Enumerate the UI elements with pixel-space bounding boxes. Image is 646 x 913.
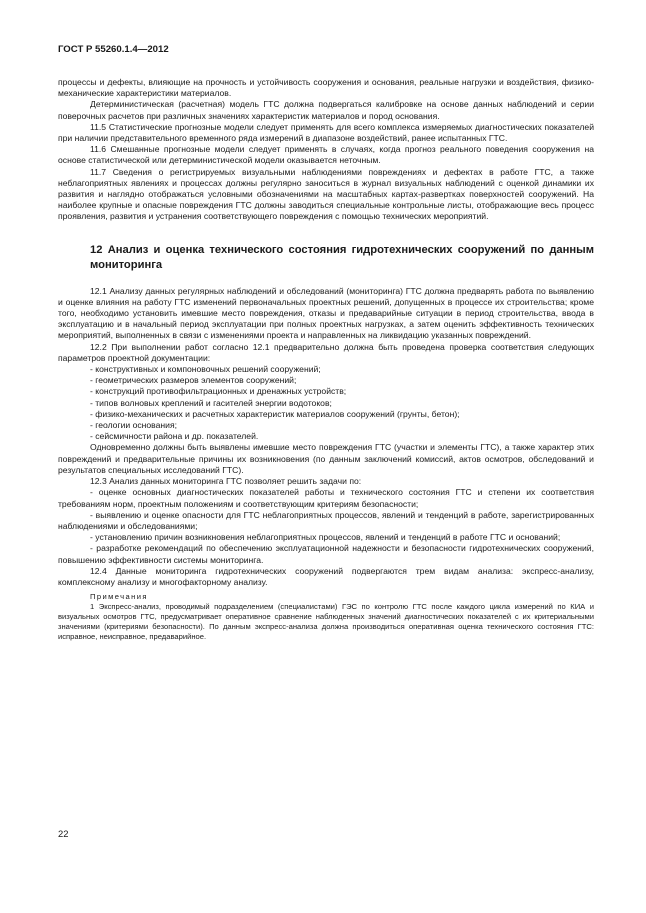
note-1: 1 Экспресс-анализ, проводимый подразделением (специалистами) ГЭС по контролю ГТС после каждого цикла измерений по КИА и визуальных осмотров ГТС, предусматривает оперативное сравнение наблюденных значений диагностических показателей с их критериальными значениями (критериями безопасности). По данным экспресс-анализа должна производиться оперативная оценка технического состояния ГТС: исправное, неисправное, предаварийное.: [58, 602, 594, 641]
list-item: - выявлению и оценке опасности для ГТС неблагоприятных процессов, явлений и тенденций в работе, зарегистрированных наблюдениями и обследованиями;: [58, 509, 594, 531]
list-item: - геологии основания;: [90, 420, 178, 431]
list-item: - конструктивных и компоновочных решений сооружений;: [90, 364, 321, 375]
paragraph-12-1: 12.1 Анализу данных регулярных наблюдений и обследований (мониторинга) ГТС должна предварять работа по выявлению и оценке влияния на работу ГТС изменений первоначальных проектных решений, допущенных в процессе их строительства; кроме того, необходимо установить имевшие место повреждения, отказы и предаварийные ситуации в период строительства, ввода в эксплуатацию и в начальный период эксплуатации при полных проектных нагрузках, а затем оценить эффективность технических мероприятий, выполненных в связи с изменениями проекта и направленных на ликвидацию указанных повреждений.: [58, 285, 594, 341]
section-title: 12 Анализ и оценка технического состояния гидротехнических сооружений по данным мониторинга: [90, 243, 594, 271]
list-item: - оценке основных диагностических показателей работы и технического состояния ГТС и степени их соответствия требованиям норм, проектным положениям и соответствующим критериям безопасности;: [58, 487, 594, 509]
paragraph-damage: Одновременно должны быть выявлены имевшие место повреждения ГТС (участки и элементы ГТС), а также характер этих повреждений и предварительные причины их возникновения (по данным заключений комиссий, актов осмотров, обследований и результатов специальных исследований ГТС).: [58, 442, 594, 475]
paragraph-12-3: 12.3 Анализ данных мониторинга ГТС позволяет решить задачи по:: [90, 476, 362, 487]
paragraph-11-6: 11.6 Смешанные прогнозные модели следует применять в случаях, когда прогноз реального поведения сооружения на основе статистической или детерминистической модели оказывается неточным.: [58, 144, 594, 166]
paragraph-11-5: 11.5 Статистические прогнозные модели следует применять для всего комплекса измеряемых диагностических показателей при наличии представительного временного ряда измерений в диапазоне воздействий, ранее испытанных ГТС.: [58, 121, 594, 144]
list-item: - типов волновых креплений и гасителей энергии водотоков;: [90, 397, 332, 408]
paragraph-12-4: 12.4 Данные мониторинга гидротехнических сооружений подвергаются трем видам анализа: экспресс-анализу, комплексному анализу и многофакторному анализу.: [58, 565, 594, 587]
notes-block: [58, 592, 594, 642]
list-item: - установлению причин возникновения неблагоприятных процессов, явлений и тенденций в работе ГТС и оснований;: [90, 532, 561, 543]
list-12-3: [58, 487, 594, 565]
page-number: 22: [58, 828, 69, 839]
list-item: - конструкций противофильтрационных и дренажных устройств;: [90, 386, 347, 397]
paragraph-12-2: 12.2 При выполнении работ согласно 12.1 предварительно должна быть проведена проверка соответствия следующих параметров проектной документации:: [58, 341, 594, 363]
list-item: - сейсмичности района и др. показателей.: [90, 431, 259, 442]
paragraph-11-7: 11.7 Сведения о регистрируемых визуальными наблюдениями повреждениях и дефектах в работе ГТС, а также неблагоприятных явлениях и процессах должны регулярно заноситься в журнал визуальных наблюдений с оценкой динамики их развития и наглядно отображаться условными обозначениями на масштабных картах-развертках поверхностей сооружений. На наиболее крупные и опасные повреждения ГТС должны заводиться специальные контрольные листы, отображающие весь процесс проявления, развития и устранения соответствующего повреждения с помощью технических мероприятий.: [58, 166, 594, 222]
paragraph-deterministic-model: Детерминистическая (расчетная) модель ГТС должна подвергаться калибровке на основе данных наблюдений и серии поверочных расчетов при различных значениях характеристик материалов и пород основания.: [58, 99, 594, 121]
document-header: ГОСТ Р 55260.1.4—2012: [58, 44, 169, 55]
list-item: - физико-механических и расчетных характеристик материалов сооружений (грунты, бетон);: [90, 408, 460, 419]
notes-heading: Примечания: [90, 592, 148, 602]
list-12-2: [58, 364, 594, 442]
list-item: - геометрических размеров элементов сооружений;: [90, 375, 297, 386]
list-item: - разработке рекомендаций по обеспечению эксплуатационной надежности и безопасности гидротехнических сооружений, повышению эффективности системы мониторинга.: [58, 543, 594, 565]
paragraph-continuation: процессы и дефекты, влияющие на прочность и устойчивость сооружения и основания, реальные нагрузки и воздействия, физико-механические характеристики материалов.: [58, 77, 594, 99]
